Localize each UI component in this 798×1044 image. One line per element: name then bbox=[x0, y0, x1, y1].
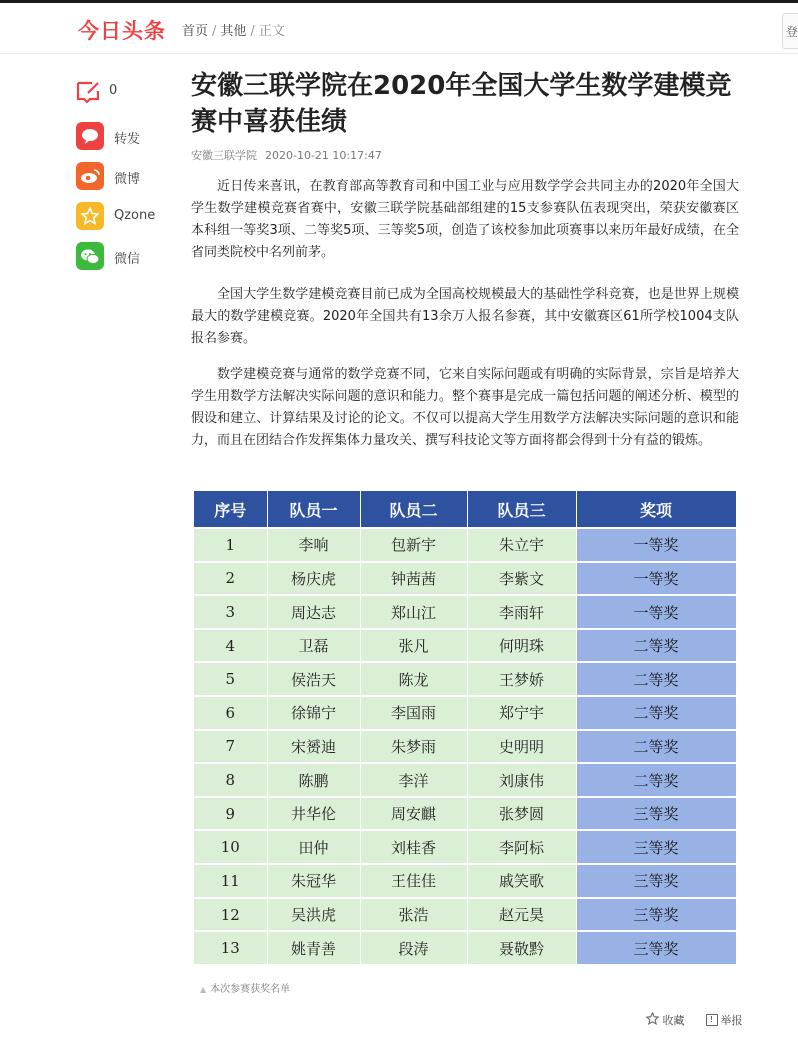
share-wechat[interactable] bbox=[76, 242, 166, 270]
breadcrumb-current: 正文 bbox=[258, 24, 285, 39]
member-cell: 朱冠华 bbox=[267, 864, 360, 898]
report-label: 举报 bbox=[720, 1014, 743, 1027]
breadcrumb-category[interactable]: 其他 bbox=[220, 24, 247, 39]
breadcrumb-separator: / bbox=[250, 24, 255, 39]
table-row bbox=[194, 797, 736, 831]
member-cell: 王梦娇 bbox=[467, 662, 576, 696]
article-time: 2020-10-21 10:17:47 bbox=[265, 149, 382, 162]
column-header: 序号 bbox=[194, 491, 267, 528]
member-cell: 朱立宇 bbox=[467, 528, 576, 562]
award-cell: 二等奖 bbox=[576, 763, 736, 797]
share-wechat-label: 微信 bbox=[114, 252, 141, 267]
favorite-button[interactable] bbox=[646, 1012, 685, 1028]
index-cell: 5 bbox=[194, 662, 267, 696]
favorite-label: 收藏 bbox=[662, 1014, 685, 1027]
award-cell: 一等奖 bbox=[576, 528, 736, 562]
site-header bbox=[0, 3, 798, 54]
member-cell: 刘桂香 bbox=[360, 830, 467, 864]
award-table-body bbox=[194, 528, 736, 965]
share-weibo-label: 微博 bbox=[114, 172, 141, 187]
member-cell: 王佳佳 bbox=[360, 864, 467, 898]
index-cell: 12 bbox=[194, 898, 267, 932]
award-cell: 三等奖 bbox=[576, 931, 736, 965]
breadcrumb bbox=[182, 20, 285, 39]
report-icon: ! bbox=[706, 1014, 718, 1026]
article-source[interactable]: 安徽三联学院 bbox=[191, 149, 257, 162]
member-cell: 陈龙 bbox=[360, 662, 467, 696]
table-row bbox=[194, 696, 736, 730]
member-cell: 戚笑歌 bbox=[467, 864, 576, 898]
member-cell: 郑宁宇 bbox=[467, 696, 576, 730]
member-cell: 何明珠 bbox=[467, 629, 576, 663]
member-cell: 李响 bbox=[267, 528, 360, 562]
breadcrumb-home[interactable]: 首页 bbox=[182, 24, 209, 39]
member-cell: 田仲 bbox=[267, 830, 360, 864]
table-row bbox=[194, 629, 736, 663]
share-qzone[interactable] bbox=[76, 202, 166, 230]
member-cell: 徐锦宁 bbox=[267, 696, 360, 730]
index-cell: 1 bbox=[194, 528, 267, 562]
share-repost[interactable] bbox=[76, 122, 166, 150]
toutiao-logo[interactable]: 今日头条 bbox=[78, 19, 166, 43]
wechat-icon bbox=[76, 242, 104, 270]
table-header-row bbox=[194, 491, 736, 528]
member-cell: 周安麒 bbox=[360, 797, 467, 831]
award-cell: 二等奖 bbox=[576, 662, 736, 696]
caption-triangle-icon: ▲ bbox=[200, 985, 207, 994]
index-cell: 4 bbox=[194, 629, 267, 663]
comment-count: 0 bbox=[109, 83, 118, 98]
member-cell: 包新宇 bbox=[360, 528, 467, 562]
award-cell: 三等奖 bbox=[576, 830, 736, 864]
share-qzone-label: Qzone bbox=[114, 208, 156, 223]
article-meta bbox=[191, 147, 382, 163]
table-row bbox=[194, 730, 736, 764]
award-cell: 一等奖 bbox=[576, 562, 736, 596]
member-cell: 赵元昊 bbox=[467, 898, 576, 932]
award-cell: 三等奖 bbox=[576, 898, 736, 932]
index-cell: 6 bbox=[194, 696, 267, 730]
member-cell: 张浩 bbox=[360, 898, 467, 932]
member-cell: 段涛 bbox=[360, 931, 467, 965]
star-icon bbox=[646, 1012, 659, 1025]
member-cell: 李洋 bbox=[360, 763, 467, 797]
member-cell: 史明明 bbox=[467, 730, 576, 764]
member-cell: 井华伦 bbox=[267, 797, 360, 831]
weibo-icon bbox=[76, 162, 104, 190]
image-caption-text: 本次参赛获奖名单 bbox=[210, 984, 291, 995]
member-cell: 吴洪虎 bbox=[267, 898, 360, 932]
index-cell: 2 bbox=[194, 562, 267, 596]
member-cell: 杨庆虎 bbox=[267, 562, 360, 596]
breadcrumb-separator: / bbox=[212, 24, 217, 39]
member-cell: 李雨轩 bbox=[467, 595, 576, 629]
member-cell: 钟茜茜 bbox=[360, 562, 467, 596]
table-row bbox=[194, 562, 736, 596]
article-paragraph: 全国大学生数学建模竞赛目前已成为全国高校规模最大的基础性学科竞赛，也是世界上规模最大的数学建模竞赛。2020年全国共有13余万人报名参赛，其中安徽赛区61所学校1004支队报名参赛。 bbox=[191, 287, 739, 346]
comment-button[interactable] bbox=[76, 76, 166, 110]
image-caption bbox=[200, 980, 290, 995]
table-row bbox=[194, 931, 736, 965]
article-paragraph: 数学建模竞赛与通常的数学竞赛不同，它来自实际问题或有明确的实际背景，宗旨是培养大学生用数学方法解决实际问题的意识和能力。整个赛事是完成一篇包括问题的阐述分析、模型的假设和建立、计算结果及讨论的论文。不仅可以提高大学生用数学方法解决实际问题的意识和能力，而且在团结合作发挥集体力量攻关、撰写科技论文等方面将都会得到十分有益的锻炼。 bbox=[191, 367, 739, 448]
member-cell: 宋赟迪 bbox=[267, 730, 360, 764]
member-cell: 周达志 bbox=[267, 595, 360, 629]
share-weibo[interactable] bbox=[76, 162, 166, 190]
index-cell: 3 bbox=[194, 595, 267, 629]
index-cell: 11 bbox=[194, 864, 267, 898]
award-table bbox=[194, 491, 737, 966]
share-repost-label: 转发 bbox=[114, 132, 141, 147]
table-row bbox=[194, 528, 736, 562]
table-row bbox=[194, 662, 736, 696]
member-cell: 李紫文 bbox=[467, 562, 576, 596]
index-cell: 10 bbox=[194, 830, 267, 864]
award-cell: 二等奖 bbox=[576, 696, 736, 730]
member-cell: 聂敬黔 bbox=[467, 931, 576, 965]
member-cell: 姚青善 bbox=[267, 931, 360, 965]
award-cell: 一等奖 bbox=[576, 595, 736, 629]
table-row bbox=[194, 864, 736, 898]
member-cell: 张梦圆 bbox=[467, 797, 576, 831]
column-header: 队员一 bbox=[267, 491, 360, 528]
member-cell: 李阿标 bbox=[467, 830, 576, 864]
table-row bbox=[194, 595, 736, 629]
member-cell: 郑山江 bbox=[360, 595, 467, 629]
share-sidebar bbox=[76, 76, 166, 270]
award-cell: 二等奖 bbox=[576, 629, 736, 663]
header-right-button[interactable]: 登 bbox=[782, 13, 798, 49]
member-cell: 陈鹏 bbox=[267, 763, 360, 797]
table-row bbox=[194, 830, 736, 864]
index-cell: 7 bbox=[194, 730, 267, 764]
report-button[interactable] bbox=[706, 1012, 743, 1028]
comment-icon bbox=[76, 80, 102, 104]
article-actions bbox=[646, 1012, 743, 1028]
column-header: 队员二 bbox=[360, 491, 467, 528]
member-cell: 刘康伟 bbox=[467, 763, 576, 797]
member-cell: 卫磊 bbox=[267, 629, 360, 663]
repost-icon bbox=[76, 122, 104, 150]
qzone-icon bbox=[76, 202, 104, 230]
member-cell: 张凡 bbox=[360, 629, 467, 663]
index-cell: 9 bbox=[194, 797, 267, 831]
award-cell: 三等奖 bbox=[576, 797, 736, 831]
member-cell: 李国雨 bbox=[360, 696, 467, 730]
award-cell: 三等奖 bbox=[576, 864, 736, 898]
column-header: 奖项 bbox=[576, 491, 736, 528]
index-cell: 8 bbox=[194, 763, 267, 797]
column-header: 队员三 bbox=[467, 491, 576, 528]
member-cell: 侯浩天 bbox=[267, 662, 360, 696]
table-row bbox=[194, 898, 736, 932]
award-cell: 二等奖 bbox=[576, 730, 736, 764]
article-title: 安徽三联学院在2020年全国大学生数学建模竞赛中喜获佳绩 bbox=[191, 71, 732, 137]
article-paragraph: 近日传来喜讯，在教育部高等教育司和中国工业与应用数学学会共同主办的2020年全国大学生数学建模竞赛省赛中，安徽三联学院基础部组建的15支参赛队伍表现突出，荣获安徽赛区本科组一等奖3项、二等奖5项、三等奖5项，创造了该校参加此项赛事以来历年最好成绩，在全省同类院校中名列前茅。 bbox=[191, 179, 739, 260]
index-cell: 13 bbox=[194, 931, 267, 965]
member-cell: 朱梦雨 bbox=[360, 730, 467, 764]
table-row bbox=[194, 763, 736, 797]
